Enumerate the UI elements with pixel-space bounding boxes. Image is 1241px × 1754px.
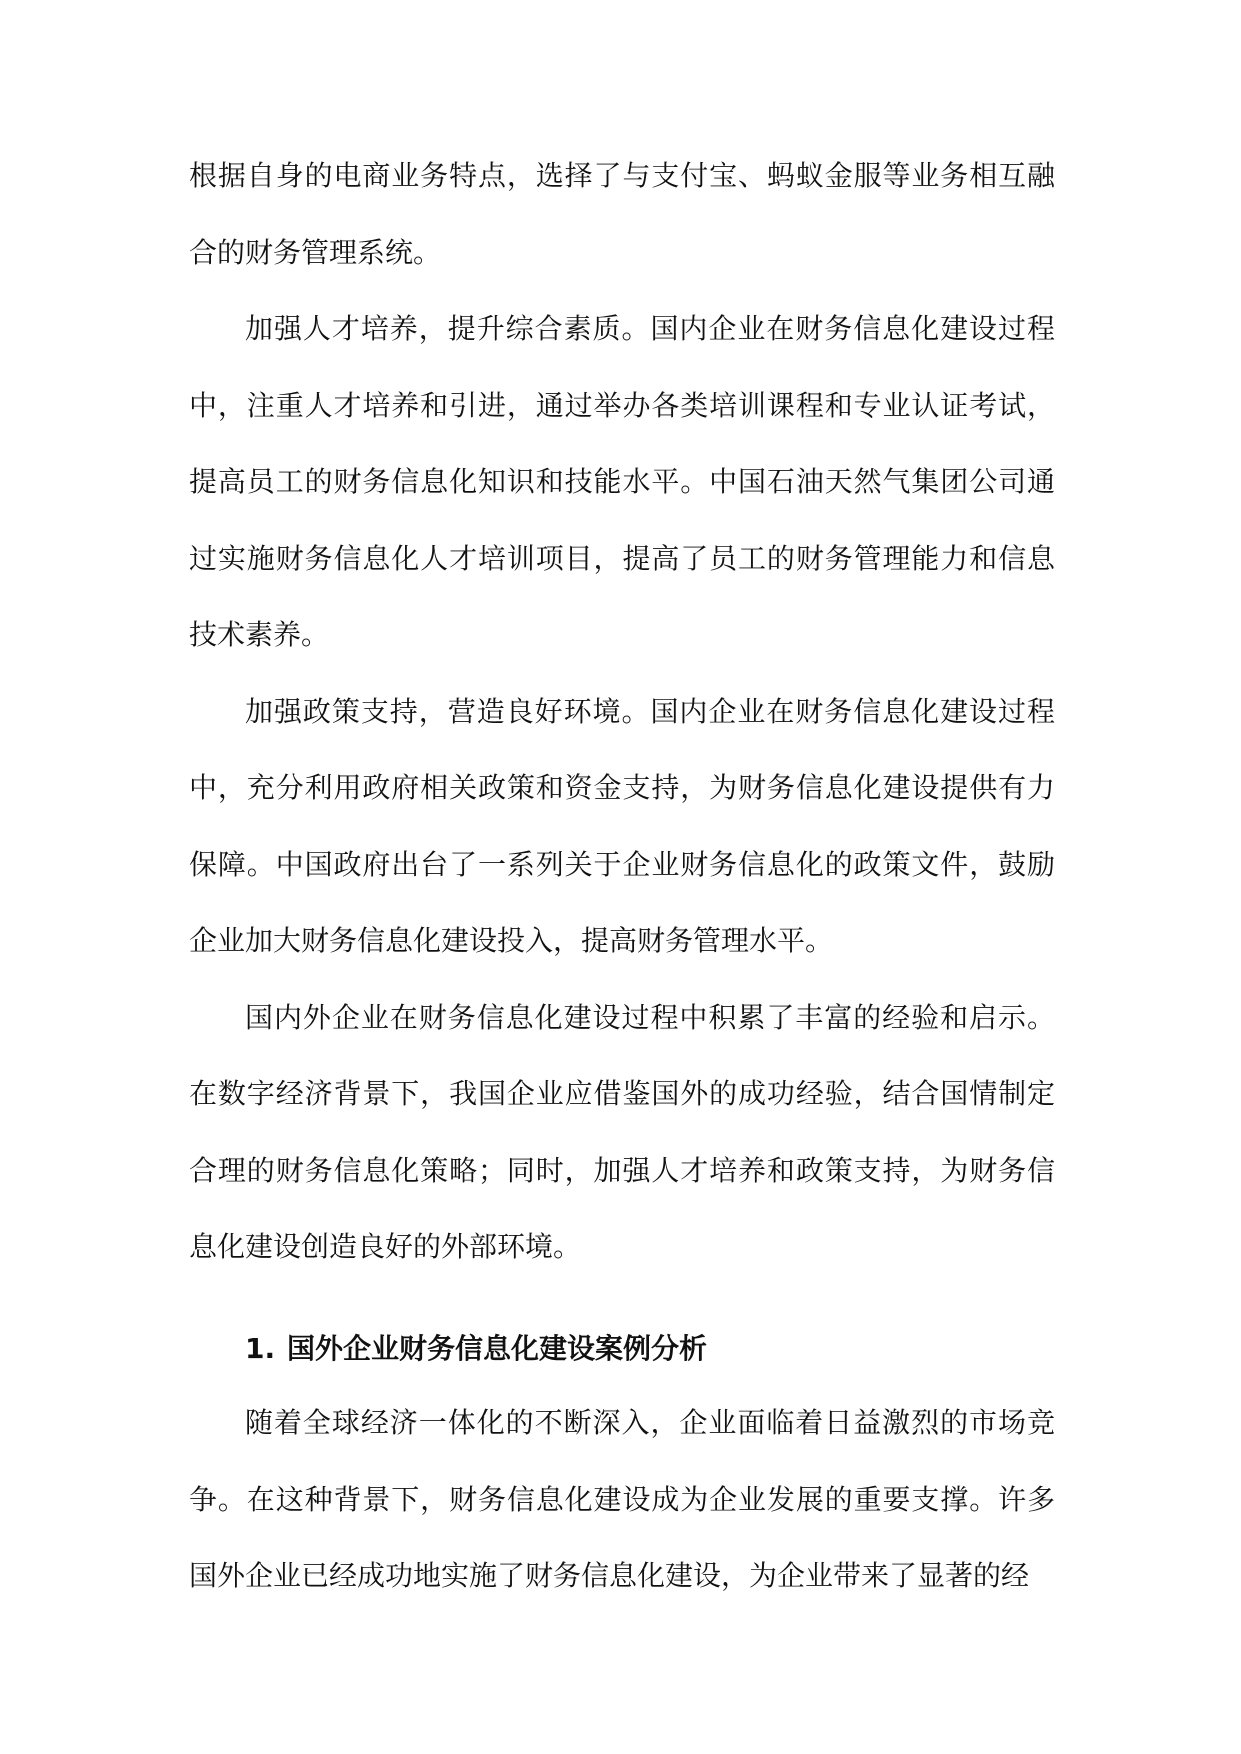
section-title: 国外企业财务信息化建设案例分析	[287, 1331, 708, 1365]
paragraph-talent-training: 加强人才培养，提升综合素质。国内企业在财务信息化建设过程中，注重人才培养和引进，通过举办各类培训课程和专业认证考试，提高员工的财务信息化知识和技能水平。中国石油天然气集团公司通过实施财务信息化人才培训项目，提高了员工的财务管理能力和信息技术素养。	[189, 312, 1055, 651]
paragraph-policy-support: 加强政策支持，营造良好环境。国内企业在财务信息化建设过程中，充分利用政府相关政策和资金支持，为财务信息化建设提供有力保障。中国政府出台了一系列关于企业财务信息化的政策文件，鼓励企业加大财务信息化建设投入，提高财务管理水平。	[189, 694, 1055, 957]
section-number: 1.	[245, 1331, 276, 1365]
document-body	[189, 138, 1055, 1615]
paragraph-foreign-cases-intro: 随着全球经济一体化的不断深入，企业面临着日益激烈的市场竞争。在这种背景下，财务信息化建设成为企业发展的重要支撑。许多国外企业已经成功地实施了财务信息化建设，为企业带来了显著的经	[189, 1406, 1055, 1592]
paragraph-summary: 国内外企业在财务信息化建设过程中积累了丰富的经验和启示。在数字经济背景下，我国企业应借鉴国外的成功经验，结合国情制定合理的财务信息化策略；同时，加强人才培养和政策支持，为财务信息化建设创造良好的外部环境。	[189, 1000, 1055, 1263]
section-heading	[189, 1311, 1055, 1388]
paragraph-continuation: 根据自身的电商业务特点，选择了与支付宝、蚂蚁金服等业务相互融合的财务管理系统。	[189, 159, 1055, 269]
